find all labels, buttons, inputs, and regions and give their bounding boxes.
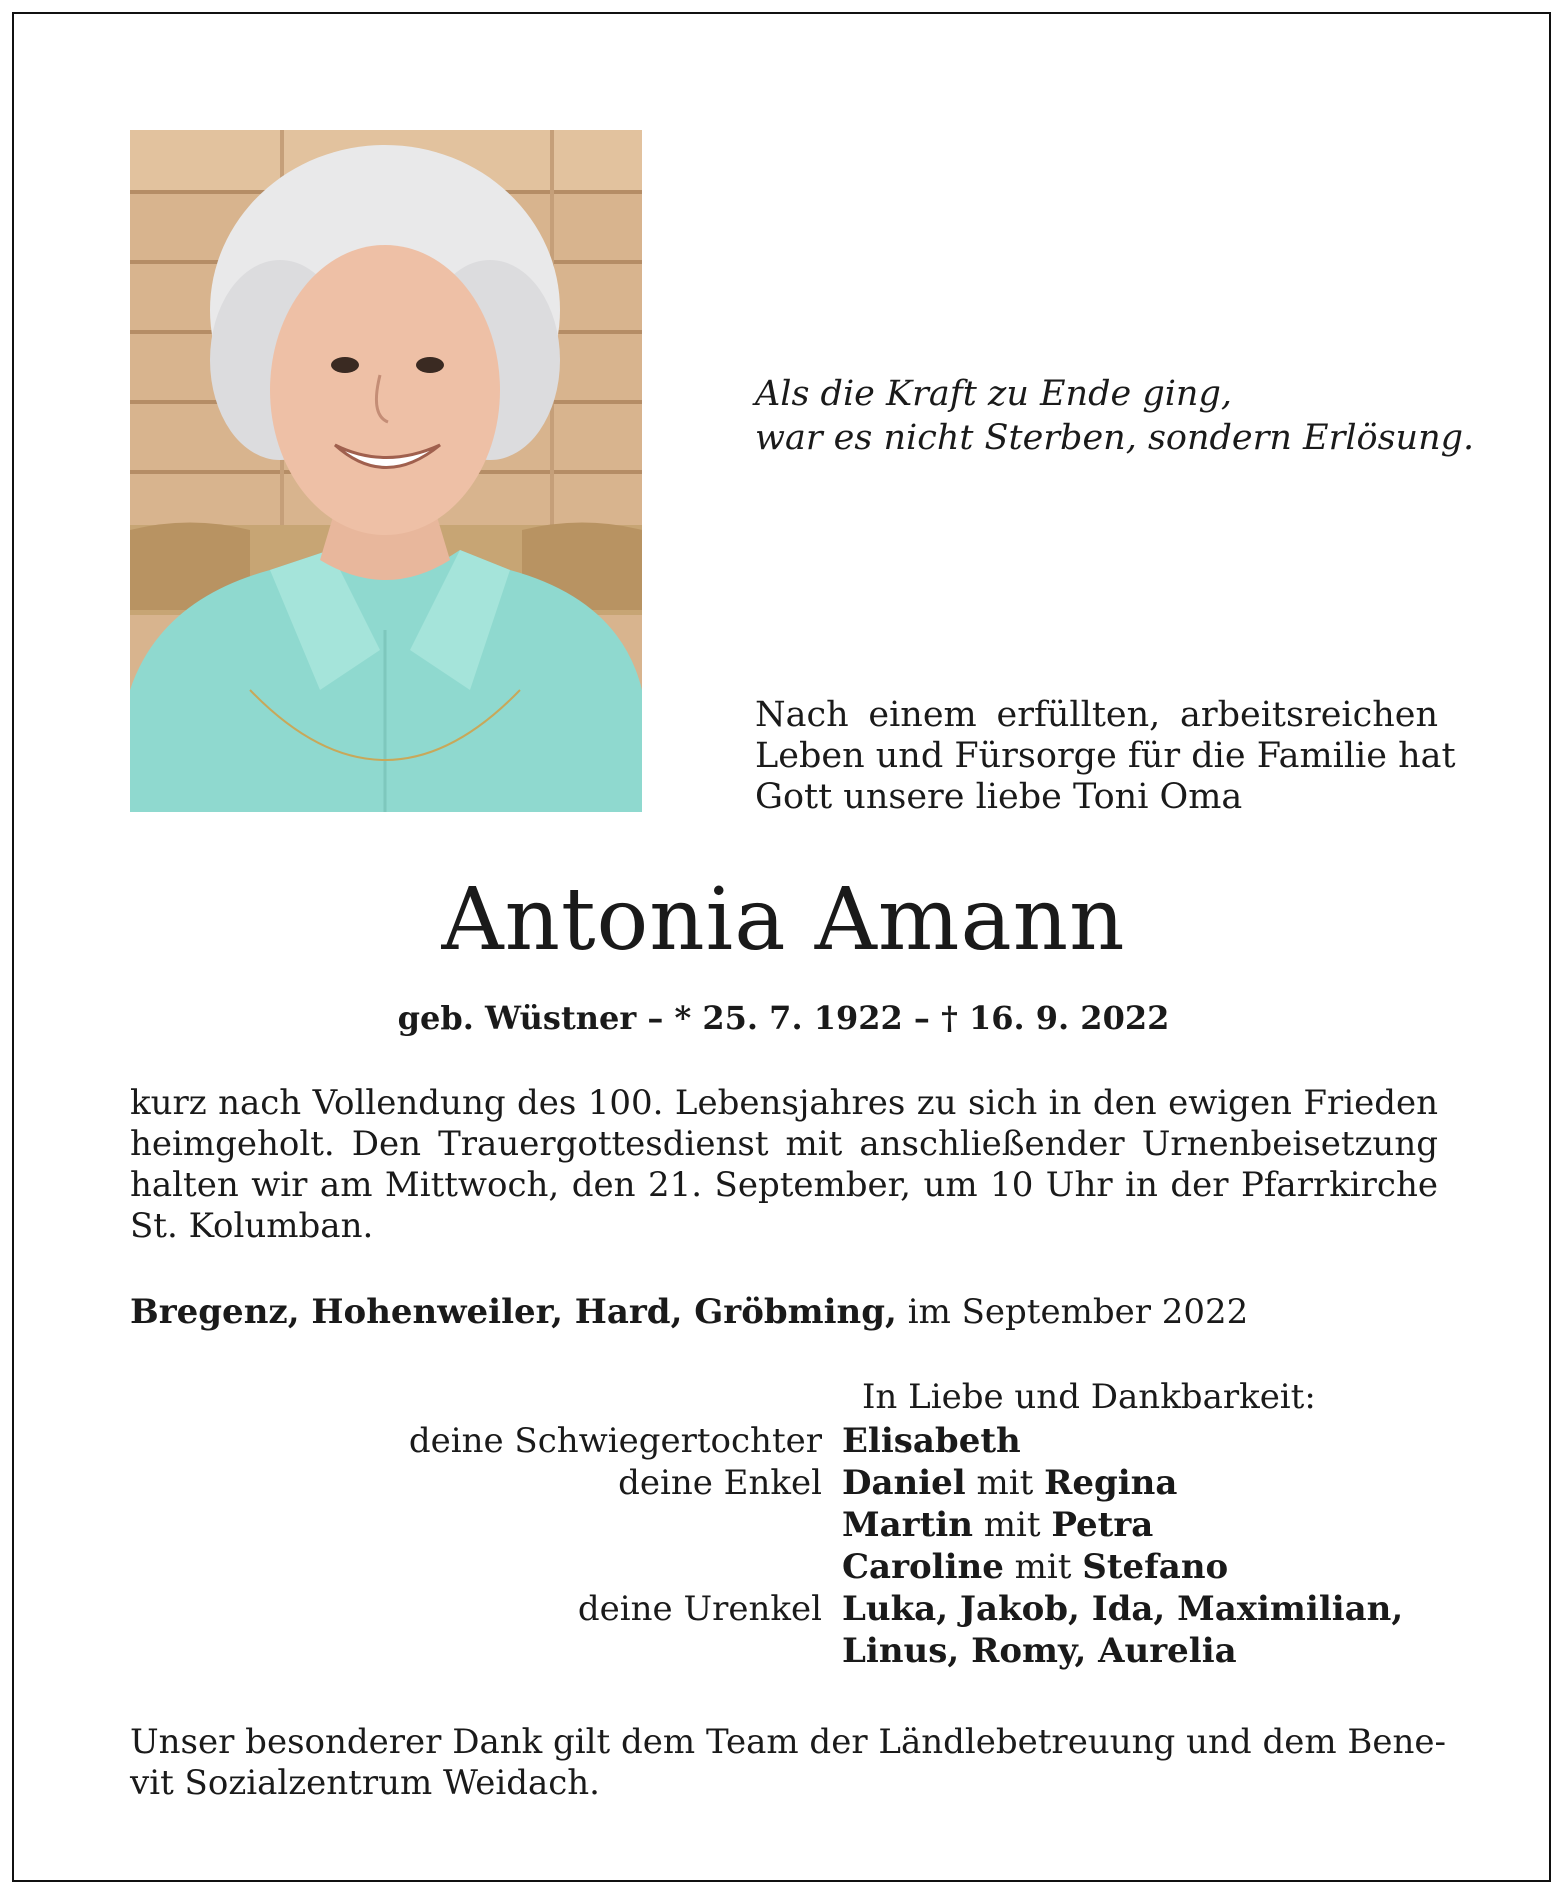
- family-name: Daniel: [842, 1463, 966, 1503]
- body-line: heimgeholt. Den Trauergottesdienst mit anschließender Urnenbeisetzung: [130, 1124, 1438, 1164]
- family-name: Petra: [1051, 1505, 1154, 1545]
- intro-line: Leben und Fürsorge für die Familie hat: [755, 736, 1456, 776]
- quote-line: Als die Kraft zu Ende ging,: [755, 374, 1232, 414]
- date: im September 2022: [896, 1292, 1249, 1332]
- list-item: [130, 1630, 1460, 1672]
- family-name: Elisabeth: [842, 1421, 1021, 1461]
- service-announcement: [130, 1083, 1438, 1247]
- family-name: Linus, Romy, Aurelia: [842, 1631, 1237, 1671]
- family-name: Luka, Jakob, Ida, Maximilian,: [842, 1589, 1404, 1629]
- list-item: [130, 1462, 1460, 1504]
- thanks-line: vit Sozialzentrum Weidach.: [130, 1763, 600, 1803]
- portrait-illustration: [130, 130, 642, 812]
- list-item: [130, 1546, 1460, 1588]
- list-item: [130, 1504, 1460, 1546]
- quote-line: war es nicht Sterben, sondern Erlösung.: [755, 418, 1475, 458]
- thanks-line: Unser besonderer Dank gilt dem Team der Ländlebetreuung und dem Bene-: [130, 1722, 1446, 1762]
- relation-label: deine Enkel: [618, 1463, 822, 1503]
- family-name: Stefano: [1082, 1547, 1229, 1587]
- life-dates: geb. Wüstner – * 25. 7. 1922 – † 16. 9. 2022: [397, 999, 1170, 1037]
- intro-text: [755, 695, 1456, 818]
- list-item: [130, 1588, 1460, 1630]
- relation-label: deine Schwiegertochter: [408, 1421, 822, 1461]
- family-list: [130, 1420, 1460, 1672]
- place-and-date: [130, 1292, 1248, 1333]
- memorial-quote: [755, 372, 1475, 460]
- connector: mit: [1003, 1547, 1083, 1587]
- connector: mit: [972, 1505, 1052, 1545]
- intro-line: Nach einem erfüllten, arbeitsreichen: [755, 695, 1438, 735]
- deceased-name: Antonia Amann: [441, 870, 1126, 970]
- list-item: [130, 1420, 1460, 1462]
- body-line: halten wir am Mittwoch, den 21. September, um 10 Uhr in der Pfarrkirche: [130, 1165, 1438, 1205]
- connector: mit: [965, 1463, 1045, 1503]
- signoff: In Liebe und Dankbarkeit:: [862, 1377, 1316, 1417]
- family-name: Caroline: [842, 1547, 1004, 1587]
- relation-label: deine Urenkel: [577, 1589, 822, 1629]
- intro-line: Gott unsere liebe Toni Oma: [755, 777, 1243, 817]
- body-line: St. Kolumban.: [130, 1206, 374, 1246]
- body-line: kurz nach Vollendung des 100. Lebensjahres zu sich in den ewigen Frieden: [130, 1083, 1438, 1123]
- acknowledgement: [130, 1722, 1446, 1804]
- portrait-photo: [130, 130, 642, 812]
- places: Bregenz, Hohenweiler, Hard, Gröbming,: [130, 1292, 897, 1332]
- family-name: Regina: [1044, 1463, 1178, 1503]
- family-name: Martin: [842, 1505, 973, 1545]
